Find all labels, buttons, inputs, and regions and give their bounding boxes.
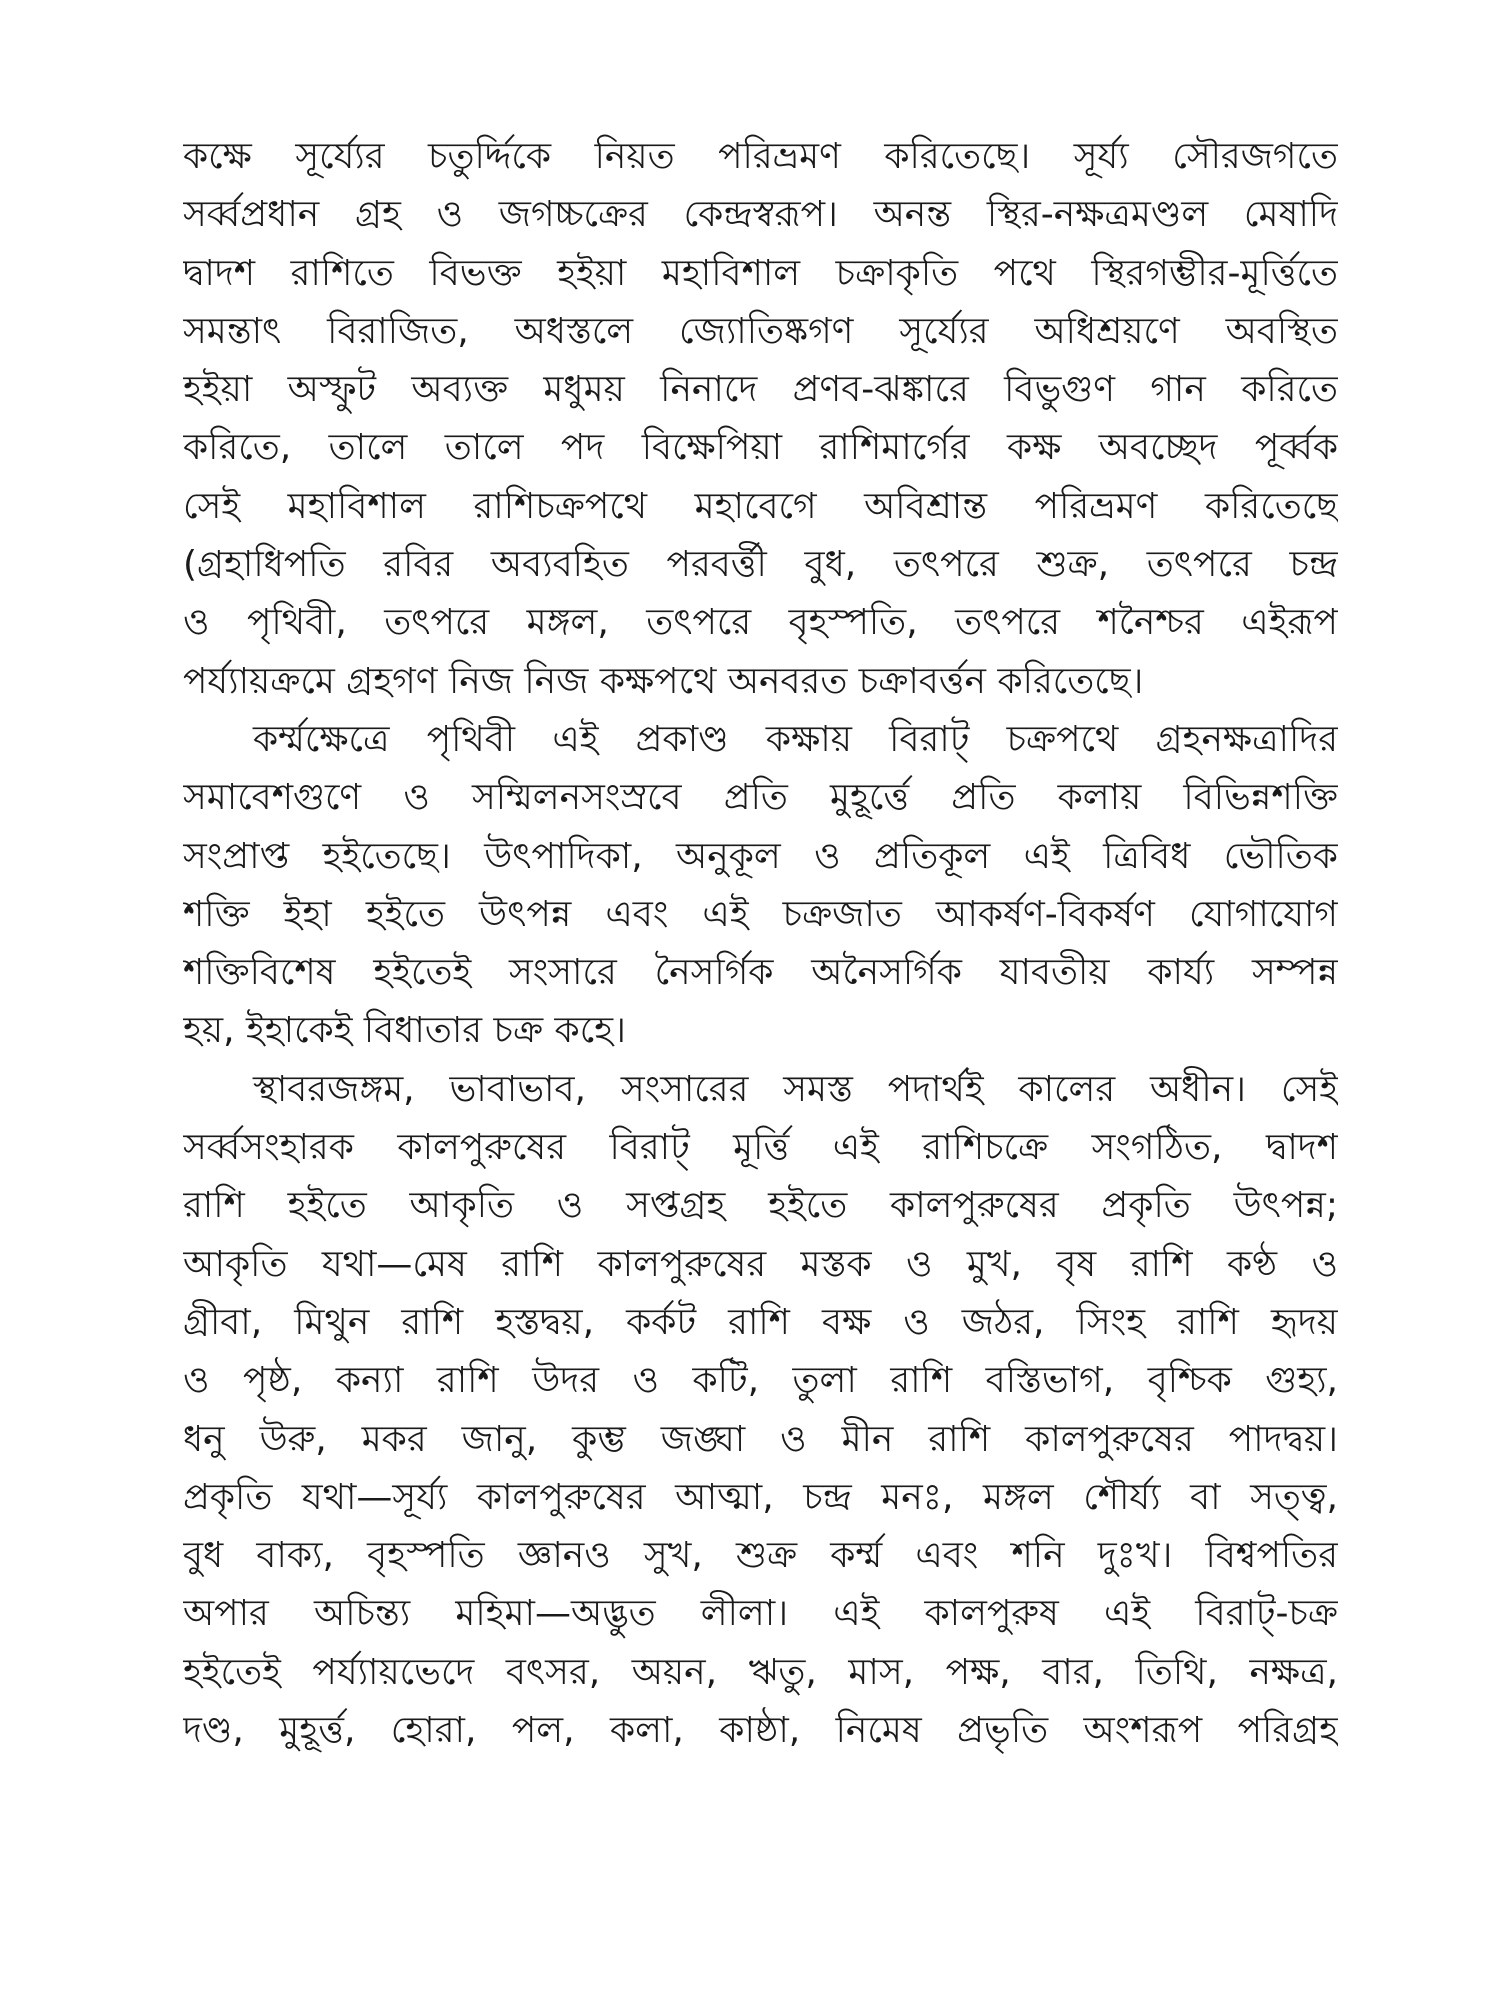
text-line: হইতেই পর্য্যায়ভেদে বৎসর, অয়ন, ঋতু, মাস, পক্ষ, বার, তিথি, নক্ষত্র, — [183, 1651, 1338, 1693]
text-line: রাশি হইতে আকৃতি ও সপ্তগ্রহ হইতে কালপুরুষের প্রকৃতি উৎপন্ন; — [183, 1185, 1338, 1227]
text-line: সর্ব্বসংহারক কালপুরুষের বিরাট্ মূর্ত্তি এই রাশিচক্রে সংগঠিত, দ্বাদশ — [183, 1127, 1338, 1169]
text-line: দণ্ড, মুহূর্ত্ত, হোরা, পল, কলা, কাষ্ঠা, নিমেষ প্রভৃতি অংশরূপ পরিগ্রহ — [183, 1710, 1338, 1752]
text-line: অপার অচিন্ত্য মহিমা—অদ্ভুত লীলা। এই কালপুরুষ এই বিরাট্-চক্র — [183, 1593, 1338, 1635]
text-line: স্থাবরজঙ্গম, ভাবাভাব, সংসারের সমস্ত পদার্থই কালের অধীন। সেই — [253, 1068, 1338, 1110]
text-line: (গ্রহাধিপতি রবির অব্যবহিত পরবর্ত্তী বুধ, তৎপরে শুক্র, তৎপরে চন্দ্র — [183, 544, 1338, 586]
text-line: সেই মহাবিশাল রাশিচক্রপথে মহাবেগে অবিশ্রান্ত পরিভ্রমণ করিতেছে — [183, 485, 1338, 527]
text-line: বুধ বাক্য, বৃহস্পতি জ্ঞানও সুখ, শুক্র কর্ম্ম এবং শনি দুঃখ। বিশ্বপতির — [183, 1535, 1338, 1577]
text-line: শক্তি ইহা হইতে উৎপন্ন এবং এই চক্রজাত আকর্ষণ-বিকর্ষণ যোগাযোগ — [183, 893, 1338, 935]
text-line: হইয়া অস্ফুট অব্যক্ত মধুময় নিনাদে প্রণব-ঝঙ্কারে বিভুগুণ গান করিতে — [183, 369, 1338, 411]
text-line: দ্বাদশ রাশিতে বিভক্ত হইয়া মহাবিশাল চক্রাকৃতি পথে স্থিরগম্ভীর-মূর্ত্তিতে — [183, 252, 1338, 294]
text-line: কক্ষে সূর্য্যের চতুর্দ্দিকে নিয়ত পরিভ্রমণ করিতেছে। সূর্য্য সৌরজগতে — [183, 136, 1338, 177]
text-line: ধনু উরু, মকর জানু, কুম্ভ জঙ্ঘা ও মীন রাশি কালপুরুষের পাদদ্বয়। — [183, 1418, 1338, 1460]
text-line: হয়, ইহাকেই বিধাতার চক্র কহে। — [183, 1010, 626, 1052]
text-line: ও পৃথিবী, তৎপরে মঙ্গল, তৎপরে বৃহস্পতি, তৎপরে শনৈশ্চর এইরূপ — [183, 602, 1338, 644]
text-line: সংপ্রাপ্ত হইতেছে। উৎপাদিকা, অনুকূল ও প্রতিকূল এই ত্রিবিধ ভৌতিক — [183, 835, 1338, 877]
text-line: কর্ম্মক্ষেত্রে পৃথিবী এই প্রকাণ্ড কক্ষায় বিরাট্ চক্রপথে গ্রহনক্ষত্রাদির — [253, 718, 1338, 760]
text-line: সমন্তাৎ বিরাজিত, অধস্তলে জ্যোতিষ্কগণ সূর্য্যের অধিশ্রয়ণে অবস্থিত — [183, 310, 1338, 352]
text-line: ও পৃষ্ঠ, কন্যা রাশি উদর ও কটি, তুলা রাশি বস্তিভাগ, বৃশ্চিক গুহ্য, — [183, 1360, 1338, 1402]
text-body — [183, 128, 1338, 1760]
text-line: সর্ব্বপ্রধান গ্রহ ও জগচ্চক্রের কেন্দ্রস্বরূপ। অনন্ত স্থির-নক্ষত্রমণ্ডল মেষাদি — [183, 194, 1338, 236]
text-line: পর্য্যায়ক্রমে গ্রহগণ নিজ নিজ কক্ষপথে অনবরত চক্রাবর্ত্তন করিতেছে। — [183, 660, 1144, 702]
text-line: আকৃতি যথা—মেষ রাশি কালপুরুষের মস্তক ও মুখ, বৃষ রাশি কণ্ঠ ও — [183, 1243, 1338, 1285]
text-line: করিতে, তালে তালে পদ বিক্ষেপিয়া রাশিমার্গের কক্ষ অবচ্ছেদ পূর্ব্বক — [183, 427, 1338, 469]
text-line: শক্তিবিশেষ হইতেই সংসারে নৈসর্গিক অনৈসর্গিক যাবতীয় কার্য্য সম্পন্ন — [183, 952, 1338, 994]
text-line: প্রকৃতি যথা—সূর্য্য কালপুরুষের আত্মা, চন্দ্র মনঃ, মঙ্গল শৌর্য্য বা সত্ত্ব, — [183, 1476, 1338, 1518]
text-line: সমাবেশগুণে ও সম্মিলনসংস্রবে প্রতি মুহূর্ত্তে প্রতি কলায় বিভিন্নশক্তি — [183, 777, 1338, 819]
text-line: গ্রীবা, মিথুন রাশি হস্তদ্বয়, কর্কট রাশি বক্ষ ও জঠর, সিংহ রাশি হৃদয় — [183, 1301, 1338, 1343]
